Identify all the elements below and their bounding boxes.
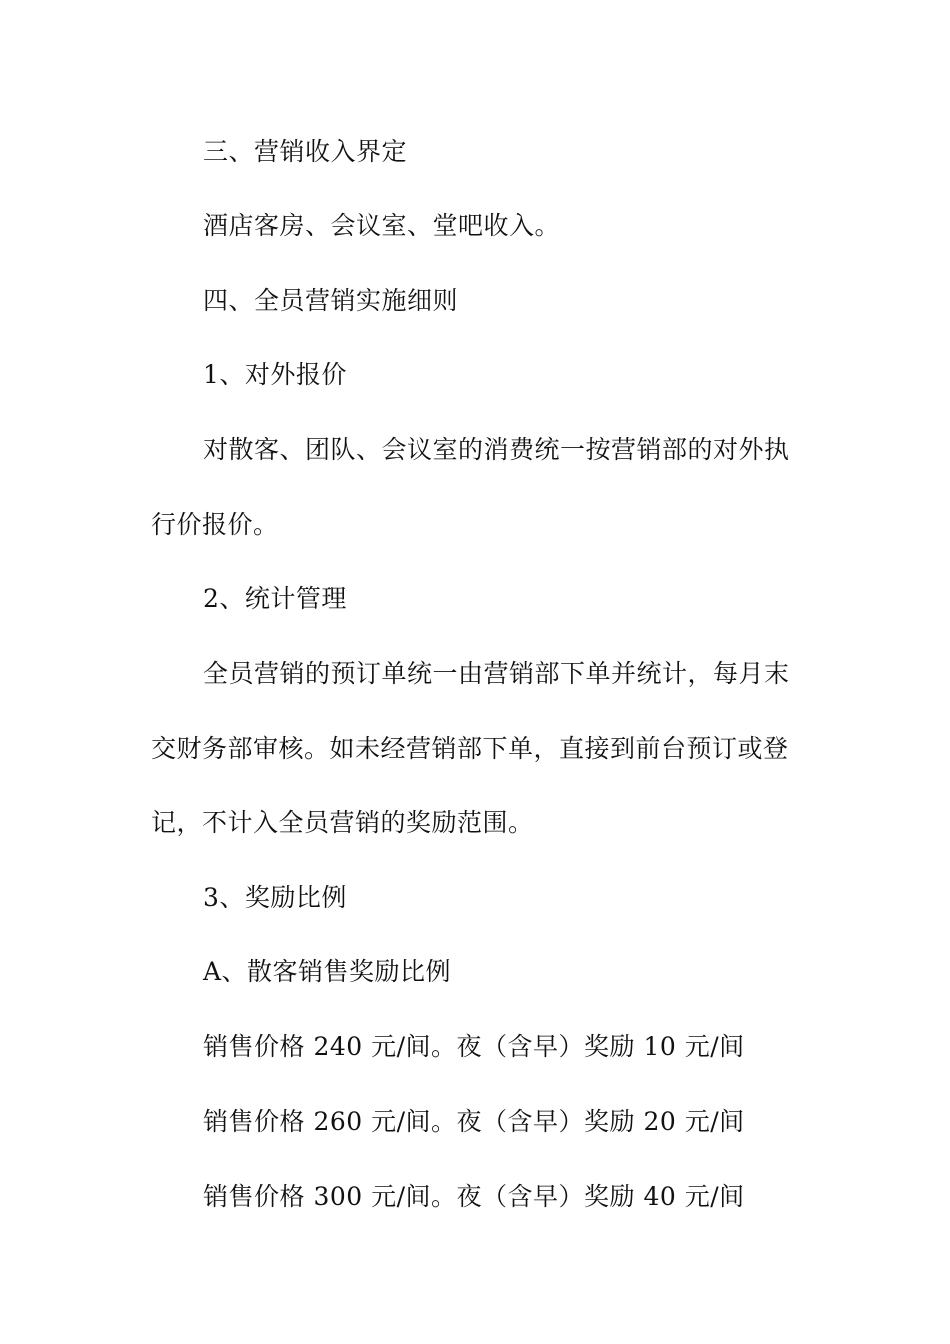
- subheading-reward-ratio: 3、奖励比例: [203, 883, 347, 912]
- paragraph-quote-line-1: 对散客、团队、会议室的消费统一按营销部的对外执: [203, 435, 790, 464]
- reward-rule-240: 销售价格 240 元/间。夜（含早）奖励 10 元/间: [203, 1032, 745, 1061]
- subheading-statistics: 2、统计管理: [203, 584, 347, 613]
- reward-rule-260: 销售价格 260 元/间。夜（含早）奖励 20 元/间: [203, 1107, 745, 1136]
- subheading-external-quote: 1、对外报价: [203, 360, 347, 389]
- paragraph-statistics-line-2: 交财务部审核。如未经营销部下单，直接到前台预订或登: [151, 734, 789, 763]
- paragraph-statistics-line-3: 记，不计入全员营销的奖励范围。: [151, 808, 534, 837]
- subheading-individual-guest-ratio: A、散客销售奖励比例: [203, 957, 452, 986]
- section-heading-marketing-revenue: 三、营销收入界定: [203, 137, 408, 166]
- reward-rule-300: 销售价格 300 元/间。夜（含早）奖励 40 元/间: [203, 1182, 745, 1211]
- paragraph-statistics-line-1: 全员营销的预订单统一由营销部下单并统计，每月末: [203, 659, 790, 688]
- section-heading-implementation: 四、全员营销实施细则: [203, 286, 459, 315]
- paragraph-quote-line-2: 行价报价。: [151, 510, 279, 539]
- paragraph-revenue-sources: 酒店客房、会议室、堂吧收入。: [203, 211, 561, 240]
